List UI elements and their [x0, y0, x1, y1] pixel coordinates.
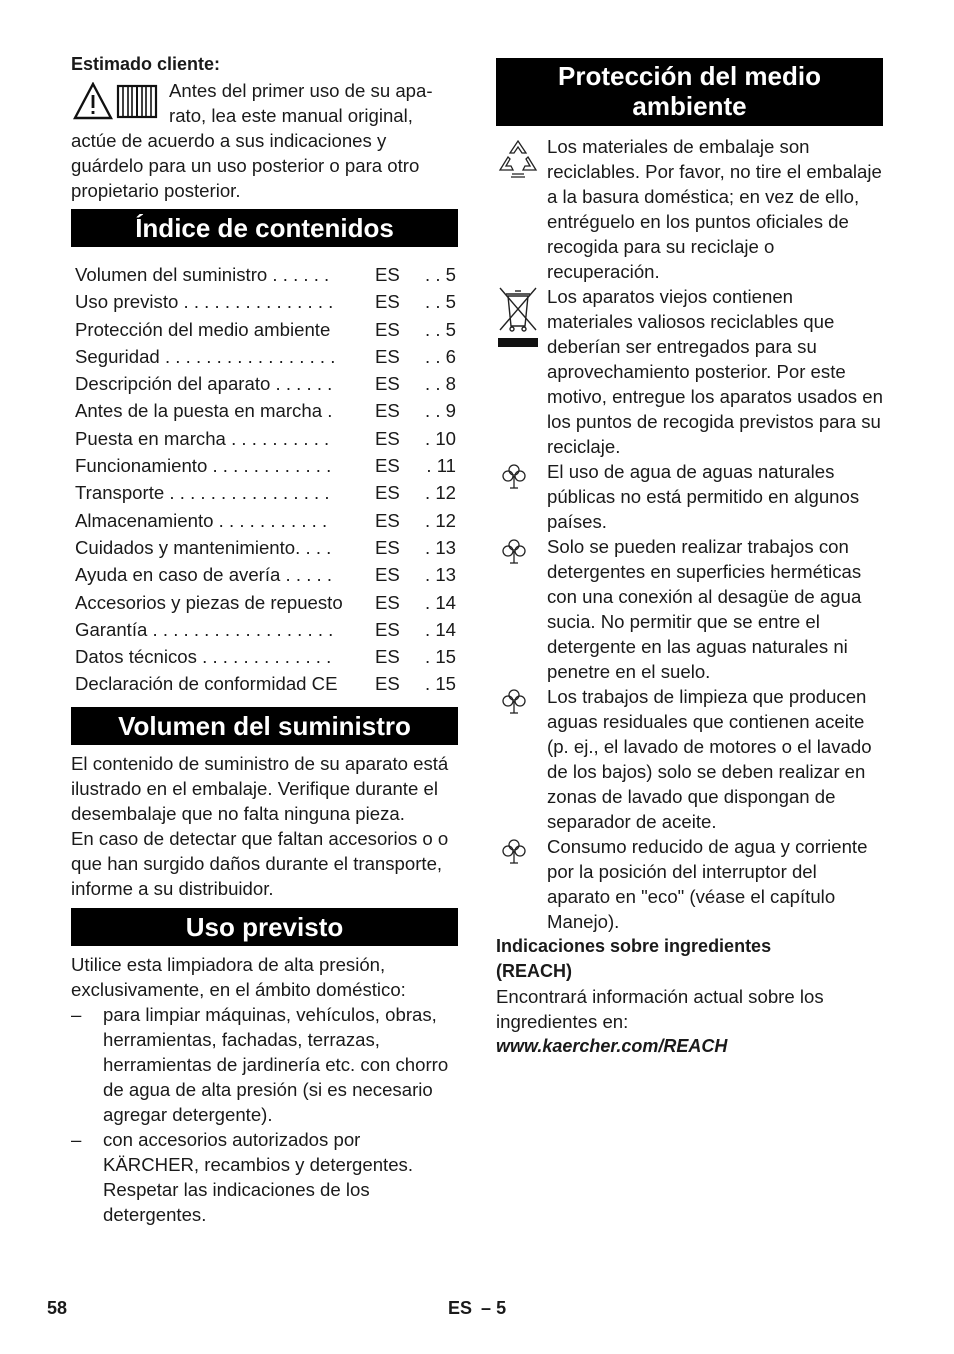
toc-entry-title: Accesorios y piezas de repuesto [75, 591, 343, 613]
toc-entry-lang: ES [375, 291, 400, 313]
toc-entry-dots: . . . . . . . . . . . . . . . . . . [147, 618, 334, 640]
toc-entry-title: Almacenamiento [75, 509, 214, 531]
environment-text-5: Los trabajos de limpieza que producen aguas residuales que contienen aceite (p. ej., el lavado de motores o el lavado de los bajos) solo se deben realizar en zonas de lavado que dispongan de separador de aceite. [547, 686, 872, 832]
toc-entry-page: . 13 [424, 564, 456, 586]
toc-entry-lang: ES [375, 373, 400, 395]
environment-text-4: Solo se pueden realizar trabajos con detergentes en superficies herméticas con una conexión al desagüe de agua sucia. No permitir que se entre el detergente en las aguas naturales ni penetre en el suelo. [547, 536, 862, 682]
toc-entry-lang: ES [375, 427, 400, 449]
toc-row[interactable] [71, 589, 458, 616]
recycle-icon [496, 138, 540, 180]
toc-entry-page: . . 6 [424, 345, 456, 367]
environment-title-line-2: ambiente [632, 91, 747, 121]
toc-entry-dots: . . . . . . . . . . . . . [196, 646, 332, 668]
intro-line-1: Antes del primer uso de su apa- [169, 80, 433, 101]
bullet-text: con accesorios autorizados por KÄRCHER, recambios y detergentes. Respetar las indicaciones de los detergentes. [103, 1128, 414, 1225]
eco-tree-icon [499, 686, 529, 716]
reach-text: Encontrará información actual sobre los ingredientes en: [496, 986, 824, 1032]
list-item [496, 834, 883, 934]
toc-entry-title: Funcionamiento [75, 455, 208, 477]
toc-entry-page: . . 5 [424, 291, 456, 313]
toc-entry-dots: . . . . . . [270, 373, 333, 395]
footer-section-page: 5 [496, 1298, 507, 1318]
list-item [496, 684, 883, 834]
toc-entry-title: Ayuda en caso de avería [75, 564, 281, 586]
toc-entry-title: Cuidados y mantenimiento [75, 536, 296, 558]
toc-entry-page: . 14 [424, 591, 456, 613]
toc-entry-page: . 10 [424, 427, 456, 449]
toc-entry-lang: ES [375, 482, 400, 504]
eco-tree-icon [499, 836, 529, 866]
reach-link[interactable]: www.kaercher.com/REACH [496, 1036, 728, 1056]
toc-row[interactable] [71, 616, 458, 643]
eco-tree-icon [499, 461, 529, 491]
toc-row[interactable] [71, 561, 458, 588]
list-item [71, 1127, 458, 1227]
toc-row[interactable] [71, 670, 458, 697]
toc-entry-page: . 12 [424, 509, 456, 531]
toc-entry-title: Datos técnicos [75, 646, 197, 668]
toc-entry-lang: ES [375, 646, 400, 668]
toc-entry-page: . 13 [424, 536, 456, 558]
environment-title-line-1: Protección del medio [558, 61, 821, 91]
supply-title: Volumen del suministro [71, 707, 458, 745]
toc-entry-lang: ES [375, 264, 400, 285]
toc-row[interactable] [71, 425, 458, 452]
bullet-dash: – [71, 1128, 82, 1150]
right-column [496, 58, 883, 1059]
toc-row[interactable] [71, 534, 458, 561]
toc-entry-title: Garantía [75, 618, 148, 640]
toc-entry-title: Protección del medio ambiente [75, 318, 331, 340]
list-item [496, 134, 883, 284]
toc-entry-lang: ES [375, 400, 400, 422]
toc-entry-lang: ES [375, 509, 400, 531]
toc-title: Índice de contenidos [71, 209, 458, 247]
toc-entry-dots: . . . . . [280, 564, 333, 586]
toc-entry-dots: . . . . . . . . . . . . . . . [178, 291, 334, 313]
toc-entry-title: Declaración de conformidad CE [75, 673, 338, 695]
toc-entry-page: . 14 [424, 618, 456, 640]
left-column [71, 52, 458, 1227]
environment-text-3: El uso de agua de aguas naturales públicas no está permitido en algunos países. [547, 461, 860, 532]
bullet-text: para limpiar máquinas, vehículos, obras, herramientas, fachadas, terrazas, herramientas de jardinería etc. con chorro de agua de alta presión (si es necesario agregar detergente). [103, 1003, 449, 1125]
toc-entry-lang: ES [375, 345, 400, 367]
list-item [496, 284, 883, 459]
supply-para-2: En caso de detectar que faltan accesorios o o que han surgido daños durante el transporte, informe a su distribuidor. [71, 827, 449, 899]
toc-entry-dots: . . . . . . . . . . [225, 427, 330, 449]
toc-entry-lang: ES [375, 318, 400, 340]
intro-line-4: guárdelo para un uso posterior o para otro [71, 155, 420, 176]
footer-separator: – [481, 1298, 492, 1318]
use-bullet-list [71, 1002, 458, 1227]
eco-tree-icon [499, 536, 529, 566]
toc-row[interactable] [71, 261, 458, 288]
toc-entry-lang: ES [375, 536, 400, 558]
toc-entry-title: Uso previsto [75, 291, 179, 313]
toc-entry-dots: . . . . . . [267, 264, 330, 285]
toc-entry-page: . . 8 [424, 373, 456, 395]
toc-row[interactable] [71, 643, 458, 670]
page-number: 58 [47, 1298, 68, 1318]
toc-entry-page: . . 5 [424, 318, 456, 340]
toc-row[interactable] [71, 316, 458, 343]
list-item [496, 459, 883, 534]
list-item [71, 1002, 458, 1127]
toc-entry-lang: ES [375, 455, 400, 477]
toc-row[interactable] [71, 343, 458, 370]
intro-line-5: propietario posterior. [71, 180, 241, 201]
intro-icons [71, 82, 163, 126]
toc-entry-title: Seguridad [75, 345, 160, 367]
toc-row[interactable] [71, 397, 458, 424]
toc-row[interactable] [71, 288, 458, 315]
intro-block [71, 78, 458, 203]
toc-entry-title: Volumen del suministro [75, 264, 268, 285]
toc-entry-lang: ES [375, 591, 400, 613]
reach-heading-line-1: Indicaciones sobre ingredientes [496, 936, 772, 956]
intro-line-2: rato, lea este manual original, [169, 105, 413, 126]
reach-heading-line-2: (REACH) [496, 961, 572, 981]
toc-row[interactable] [71, 370, 458, 397]
toc-entry-page: . 15 [424, 646, 456, 668]
toc-entry-page: . . 9 [424, 400, 456, 422]
toc-entry-page: . 11 [426, 455, 456, 477]
bullet-dash: – [71, 1003, 82, 1025]
toc-entry-dots: . . . . . . . . . . . . . . . . [164, 482, 330, 504]
toc-entry-lang: ES [375, 564, 400, 586]
crossed-bin-icon [496, 286, 540, 352]
list-item [496, 534, 883, 684]
toc-entry-dots: . . . . [295, 536, 332, 558]
toc-row[interactable] [71, 507, 458, 534]
environment-text-2: Los aparatos viejos contienen materiales valiosos reciclables que deberían ser entregados para su aprovechamiento posterior. Por este motivo, entregue los aparatos usados en los puntos de recogida previstos para su reciclaje. [547, 286, 883, 457]
manual-book-icon [115, 82, 159, 120]
toc-entry-title: Puesta en marcha [75, 427, 226, 449]
toc-entry-dots: . . . . . . . . . . . . . . . . . [159, 345, 336, 367]
toc-entry-page: . 12 [424, 482, 456, 504]
toc-row[interactable] [71, 479, 458, 506]
environment-items [496, 134, 883, 934]
toc-entry-lang: ES [375, 618, 400, 640]
toc-entry-page: . . 5 [424, 264, 456, 285]
footer-section-label [448, 1298, 506, 1319]
toc-entry-title: Antes de la puesta en marcha [75, 400, 323, 422]
footer-lang: ES [448, 1298, 473, 1318]
environment-text-6: Consumo reducido de agua y corriente por la posición del interruptor del aparato en "eco" (véase el capítulo Manejo). [547, 836, 868, 932]
toc-entry-dots: . . . . . . . . . . . [213, 509, 328, 531]
environment-text-1: Los materiales de embalaje son reciclables. Por favor, no tire el embalaje a la basura doméstica; en vez de ello, entréguelo en los puntos oficiales de recogida para su reciclaje o recuperación. [547, 136, 882, 282]
intro-line-3: actúe de acuerdo a sus indicaciones y [71, 130, 387, 151]
toc-entry-page: . 15 [424, 673, 456, 695]
warning-icon [73, 82, 113, 120]
environment-title [496, 58, 883, 126]
toc-entry-title: Transporte [75, 482, 165, 504]
toc-row[interactable] [71, 452, 458, 479]
toc-entry-title: Descripción del aparato [75, 373, 271, 395]
intro-heading: Estimado cliente: [71, 54, 221, 74]
toc-entry-dots: . [322, 400, 333, 422]
use-para: Utilice esta limpiadora de alta presión, exclusivamente, en el ámbito doméstico: [71, 953, 406, 1000]
toc-entry-lang: ES [375, 673, 400, 695]
supply-para-1: El contenido de suministro de su aparato está ilustrado en el embalaje. Verifique durante el desembalaje que no falta ninguna pieza. [71, 752, 449, 824]
toc-table [71, 261, 458, 698]
toc-entry-dots: . . . . . . . . . . . . [207, 455, 332, 477]
use-title: Uso previsto [71, 908, 458, 946]
